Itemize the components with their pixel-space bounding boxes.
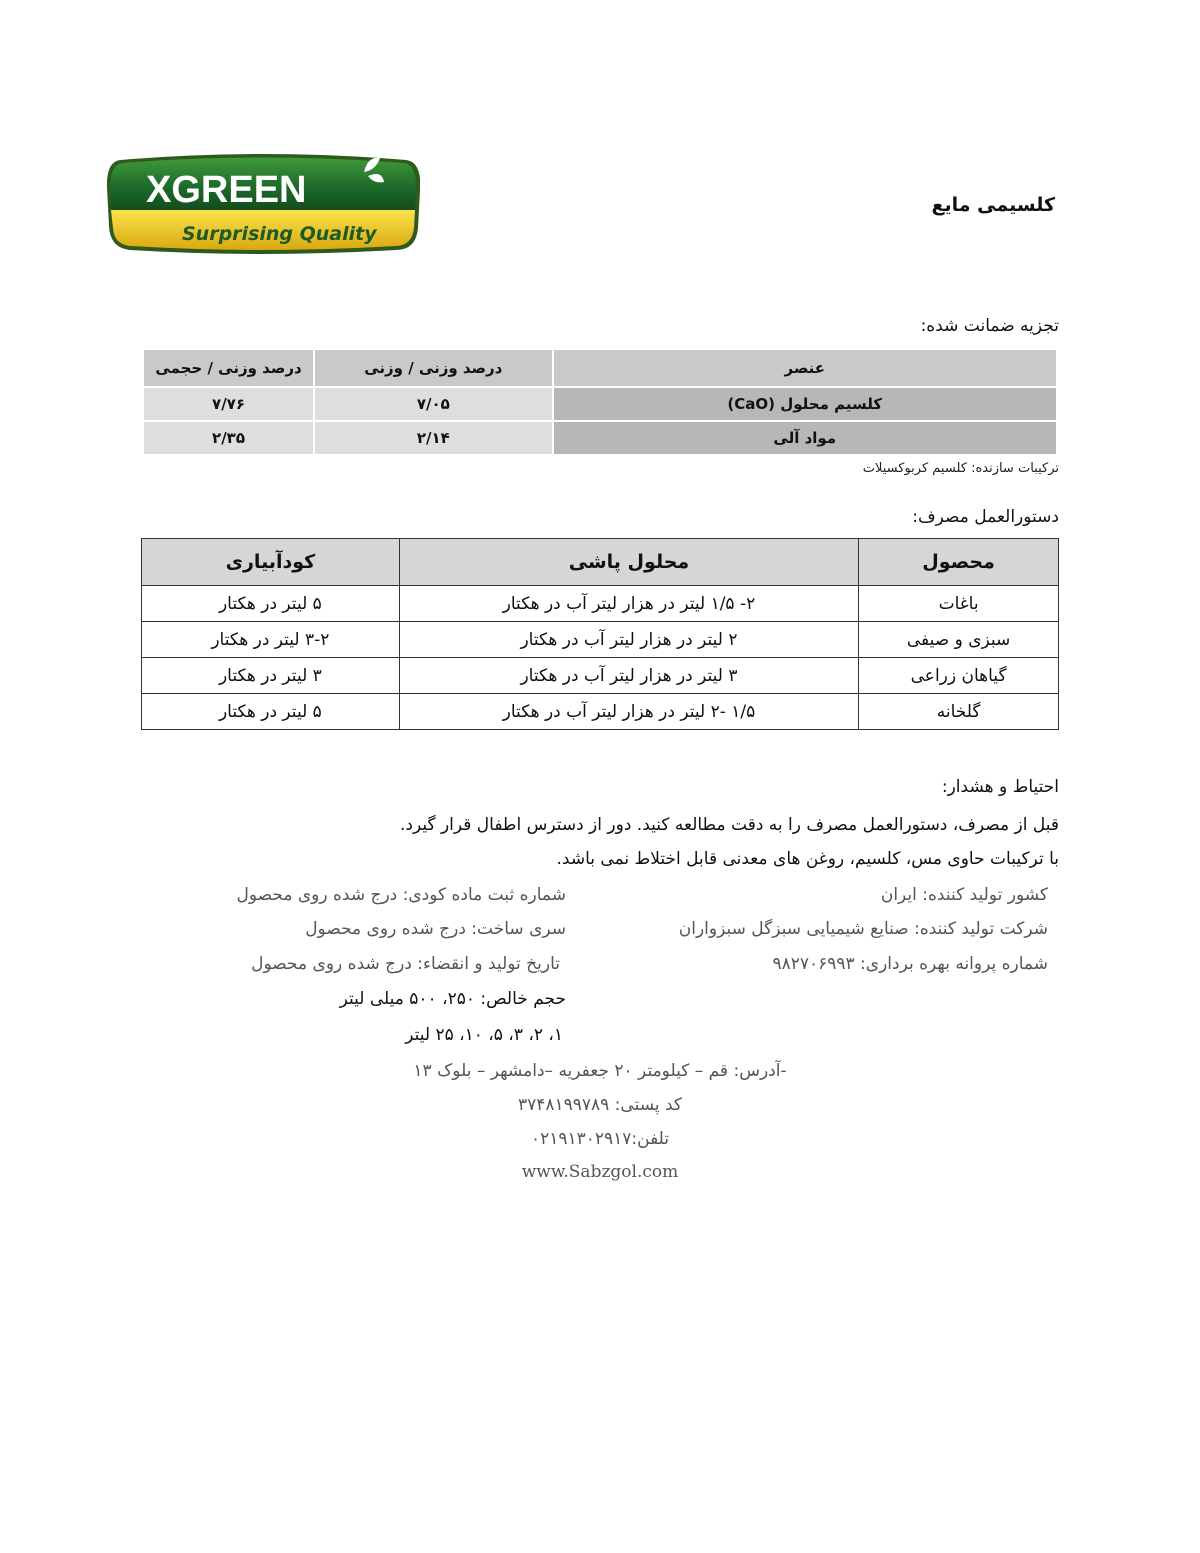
table-cell: ۳-۲ لیتر در هکتار xyxy=(142,622,400,658)
header-cell: کودآبیاری xyxy=(142,539,400,586)
xgreen-logo xyxy=(106,150,420,254)
logo-tagline: Surprising Quality xyxy=(182,223,377,245)
table-cell: ۱/۵ -۲ لیتر در هزار لیتر آب در هکتار xyxy=(399,694,858,730)
dates-info: تاریخ تولید و انقضاء: درج شده روی محصول xyxy=(251,954,560,974)
header-cell: درصد وزنی / وزنی xyxy=(315,350,551,386)
analysis-table xyxy=(142,348,1058,456)
table-row xyxy=(144,388,1056,420)
warning-line: قبل از مصرف، دستورالعمل مصرف را به دقت مطالعه کنید. دور از دسترس اطفال قرار گیرد. xyxy=(399,815,1059,835)
table-cell: کلسیم محلول (CaO) xyxy=(554,388,1056,420)
usage-table xyxy=(141,538,1059,730)
table-cell: مواد آلی xyxy=(554,422,1056,454)
table-row xyxy=(142,586,1059,622)
header-cell: محلول پاشی xyxy=(399,539,858,586)
table-row xyxy=(142,658,1059,694)
website-link[interactable]: www.Sabzgol.com xyxy=(521,1162,679,1182)
warning-label: احتیاط و هشدار: xyxy=(941,777,1059,797)
logo-brand-text: XGREEN xyxy=(146,169,307,211)
phone: تلفن:۰۲۱۹۱۳۰۲۹۱۷ xyxy=(530,1129,670,1149)
table-header-row xyxy=(142,539,1059,586)
analysis-label: تجزیه ضمانت شده: xyxy=(920,316,1059,336)
table-cell: ۵ لیتر در هکتار xyxy=(142,694,400,730)
postal-code: کد پستی: ۳۷۴۸۱۹۹۷۸۹ xyxy=(517,1095,683,1115)
warning-line: با ترکیبات حاوی مس، کلسیم، روغن های معدنی قابل اختلاط نمی باشد. xyxy=(556,849,1059,869)
batch-info: سری ساخت: درج شده روی محصول xyxy=(305,919,566,939)
address: -آدرس: قم – کیلومتر ۲۰ جعفریه –دامشهر – بلوک ۱۳ xyxy=(413,1061,787,1081)
table-row xyxy=(144,422,1056,454)
table-cell: ۷/۰۵ xyxy=(315,388,551,420)
table-cell: گلخانه xyxy=(859,694,1059,730)
table-row xyxy=(142,622,1059,658)
table-cell: ۲/۱۴ xyxy=(315,422,551,454)
table-header-row xyxy=(144,350,1056,386)
table-cell: سبزی و صیفی xyxy=(859,622,1059,658)
header-cell: عنصر xyxy=(554,350,1056,386)
header-cell: درصد وزنی / حجمی xyxy=(144,350,313,386)
header-cell: محصول xyxy=(859,539,1059,586)
table-cell: باغات xyxy=(859,586,1059,622)
components-note: ترکیبات سازنده: کلسیم کربوکسیلات xyxy=(862,461,1059,476)
table-row xyxy=(142,694,1059,730)
volume-info: حجم خالص: ۲۵۰، ۵۰۰ میلی لیتر xyxy=(339,989,566,1009)
table-cell: ۲- ۱/۵ لیتر در هزار لیتر آب در هکتار xyxy=(399,586,858,622)
table-cell: ۷/۷۶ xyxy=(144,388,313,420)
usage-label: دستورالعمل مصرف: xyxy=(912,507,1059,527)
product-title: کلسیمی مایع xyxy=(931,194,1055,216)
table-cell: ۳ لیتر در هزار لیتر آب در هکتار xyxy=(399,658,858,694)
table-cell: ۲ لیتر در هزار لیتر آب در هکتار xyxy=(399,622,858,658)
company-info: شرکت تولید کننده: صنایع شیمیایی سبزگل سبزواران xyxy=(678,919,1048,939)
table-cell: ۵ لیتر در هکتار xyxy=(142,586,400,622)
registration-info: شماره ثبت ماده کودی: درج شده روی محصول xyxy=(236,885,566,905)
volume-info-liters: ۱، ۲، ۳، ۵، ۱۰، ۲۵ لیتر xyxy=(405,1025,563,1045)
license-info: شماره پروانه بهره برداری: ۹۸۲۷۰۶۹۹۳ xyxy=(772,954,1048,974)
table-cell: گیاهان زراعی xyxy=(859,658,1059,694)
country-info: کشور تولید کننده: ایران xyxy=(880,885,1048,905)
table-cell: ۳ لیتر در هکتار xyxy=(142,658,400,694)
table-cell: ۲/۳۵ xyxy=(144,422,313,454)
